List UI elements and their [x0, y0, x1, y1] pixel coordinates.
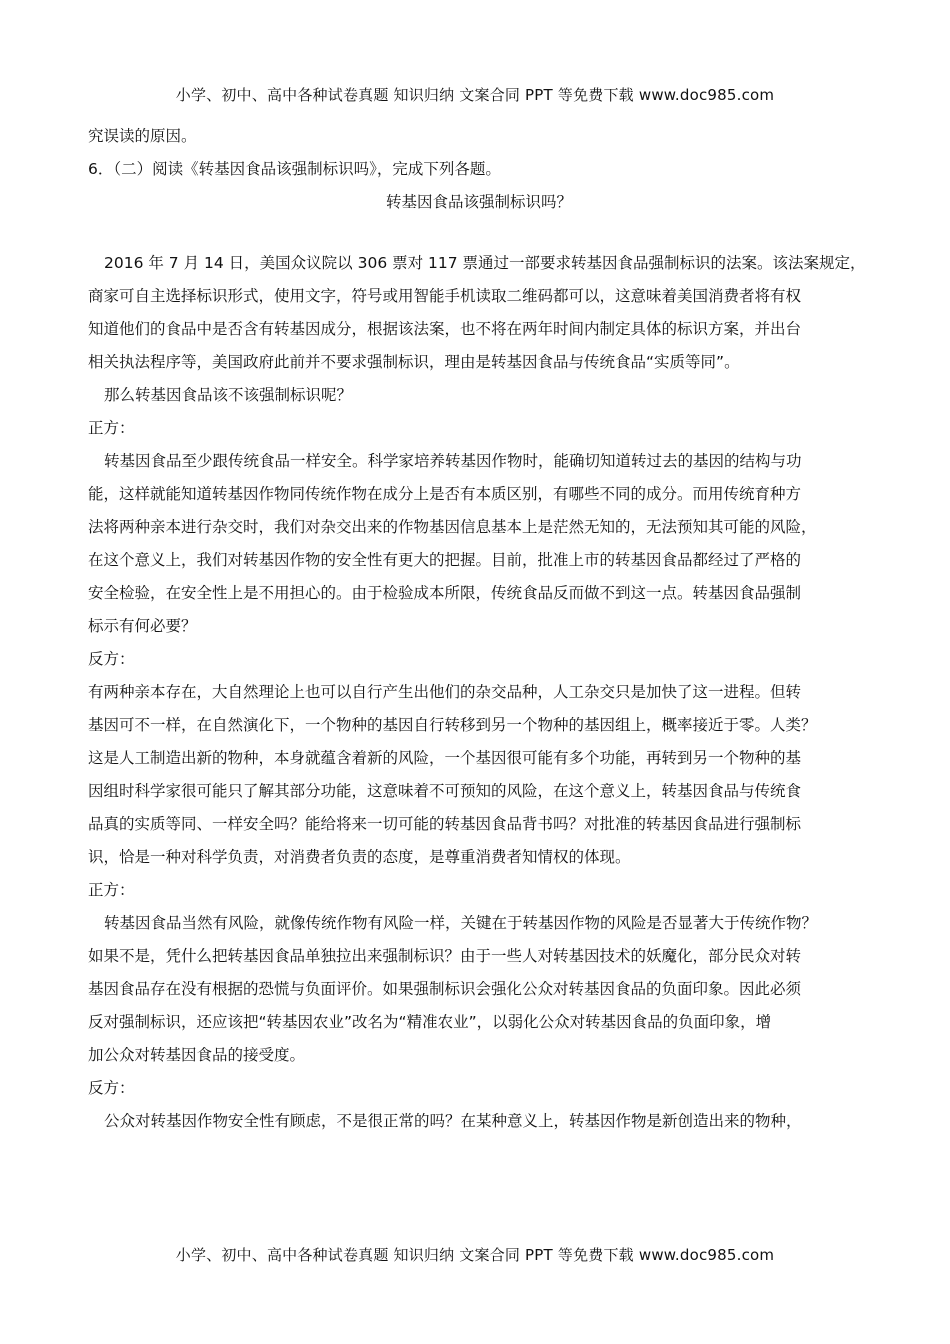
con-line: 基因可不一样，在自然演化下，一个物种的基因自行转移到另一个物种的基因组上，概率接近于零。人类？ — [88, 716, 817, 734]
pro-line: 标示有何必要？ — [88, 617, 197, 635]
pro-label: 正方： — [88, 881, 135, 899]
con-line: 有两种亲本存在，大自然理论上也可以自行产生出他们的杂交品种，人工杂交只是加快了这一进程。但转 — [88, 683, 802, 701]
pro-line: 反对强制标识，还应该把“转基因农业”改名为“精准农业”，以弱化公众对转基因食品的负面印象，增 — [88, 1013, 772, 1031]
con-line: 品真的实质等同、一样安全吗？能给将来一切可能的转基因食品背书吗？对批准的转基因食品进行强制标 — [88, 815, 802, 833]
pro-line: 基因食品存在没有根据的恐慌与负面评价。如果强制标识会强化公众对转基因食品的负面印象。因此必须 — [88, 980, 802, 998]
pro-line: 加公众对转基因食品的接受度。 — [88, 1046, 306, 1064]
intro-line: 商家可自主选择标识形式，使用文字，符号或用智能手机读取二维码都可以，这意味着美国消费者将有权 — [88, 287, 802, 305]
con-label: 反方： — [88, 650, 135, 668]
question-number-line: 6．（二）阅读《转基因食品该强制标识吗》，完成下列各题。 — [88, 160, 501, 178]
con-line: 这是人工制造出新的物种，本身就蕴含着新的风险，一个基因很可能有多个功能，再转到另一个物种的基 — [88, 749, 802, 767]
previous-question-tail: 究误读的原因。 — [88, 127, 197, 145]
pro-label: 正方： — [88, 419, 135, 437]
pro-line: 在这个意义上，我们对转基因作物的安全性有更大的把握。目前，批准上市的转基因食品都经过了严格的 — [88, 551, 802, 569]
spacer — [88, 219, 870, 247]
con-label: 反方： — [88, 1079, 135, 1097]
con-line: 因组时科学家很可能只了解其部分功能，这意味着不可预知的风险，在这个意义上，转基因食品与传统食 — [88, 782, 802, 800]
document-body — [88, 120, 870, 1138]
intro-line: 知道他们的食品中是否含有转基因成分，根据该法案，也不将在两年时间内制定具体的标识方案，并出台 — [88, 320, 802, 338]
con-line: 公众对转基因作物安全性有顾虑，不是很正常的吗？在某种意义上，转基因作物是新创造出来的物种， — [104, 1112, 802, 1130]
intro-line: 2016 年 7 月 14 日，美国众议院以 306 票对 117 票通过一部要求转基因食品强制标识的法案。该法案规定， — [104, 254, 866, 272]
page-header: 小学、初中、高中各种试卷真题 知识归纳 文案合同 PPT 等免费下载 www.doc985.com — [175, 86, 775, 104]
con-line: 识，恰是一种对科学负责，对消费者负责的态度，是尊重消费者知情权的体现。 — [88, 848, 631, 866]
pro-line: 法将两种亲本进行杂交时，我们对杂交出来的作物基因信息基本上是茫然无知的，无法预知其可能的风险， — [88, 518, 817, 536]
pro-line: 如果不是，凭什么把转基因食品单独拉出来强制标识？由于一些人对转基因技术的妖魔化，部分民众对转 — [88, 947, 802, 965]
pro-line: 转基因食品至少跟传统食品一样安全。科学家培养转基因作物时，能确切知道转过去的基因的结构与功 — [104, 452, 802, 470]
pro-line: 转基因食品当然有风险，就像传统作物有风险一样，关键在于转基因作物的风险是否显著大于传统作物？ — [104, 914, 818, 932]
pro-line: 能，这样就能知道转基因作物同传统作物在成分上是否有本质区别，有哪些不同的成分。而用传统育种方 — [88, 485, 802, 503]
pro-line: 安全检验，在安全性上是不用担心的。由于检验成本所限，传统食品反而做不到这一点。转基因食品强制 — [88, 584, 802, 602]
intro-line: 相关执法程序等，美国政府此前并不要求强制标识，理由是转基因食品与传统食品“实质等同”。 — [88, 353, 740, 371]
article-title: 转基因食品该强制标识吗？ — [385, 193, 572, 211]
debate-question: 那么转基因食品该不该强制标识呢？ — [104, 386, 353, 404]
page-footer: 小学、初中、高中各种试卷真题 知识归纳 文案合同 PPT 等免费下载 www.doc985.com — [175, 1246, 775, 1264]
